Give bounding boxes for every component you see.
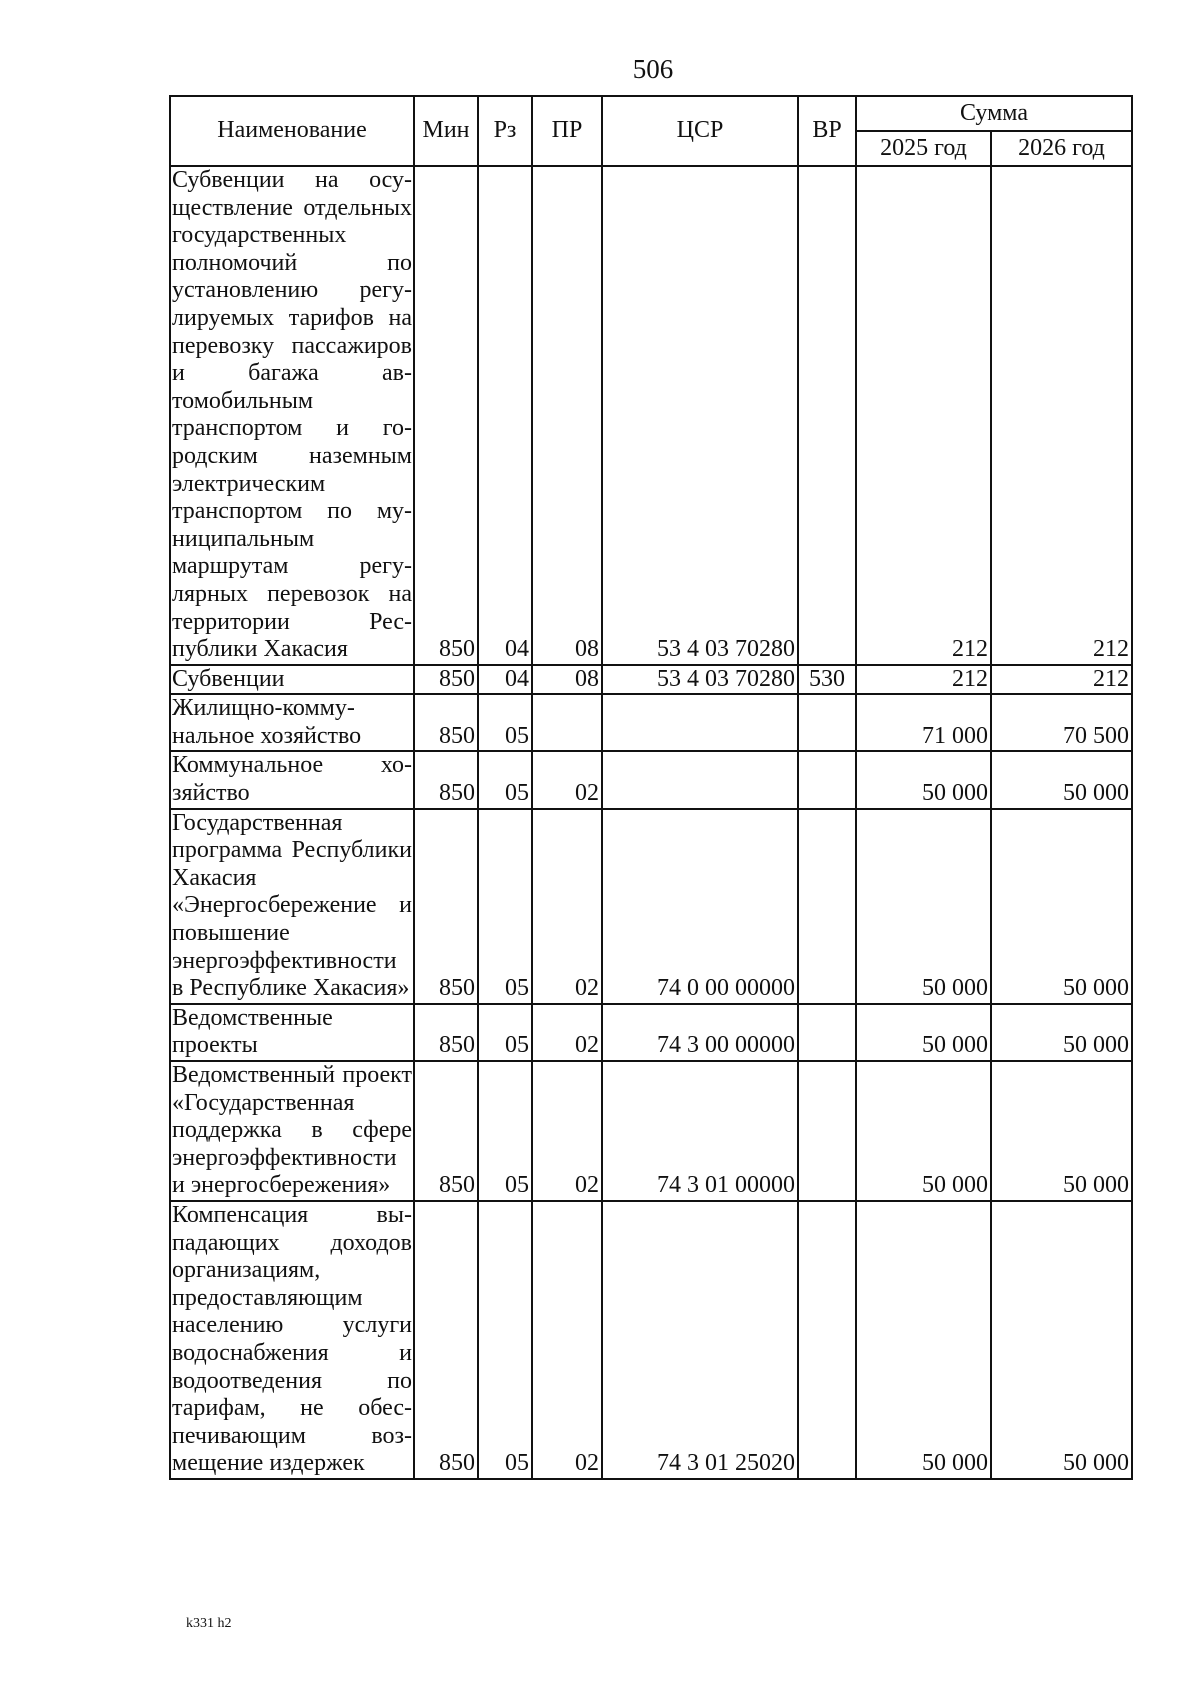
row-pr: 02 xyxy=(532,809,602,1004)
row-pr: 02 xyxy=(532,1061,602,1201)
row-rz: 05 xyxy=(478,1201,532,1479)
row-sum-2026: 70 500 xyxy=(991,694,1132,751)
row-min: 850 xyxy=(414,665,478,695)
header-rz: Рз xyxy=(478,96,532,166)
row-sum-2026: 50 000 xyxy=(991,1004,1132,1061)
row-csr: 74 0 00 00000 xyxy=(602,809,798,1004)
header-vr: ВР xyxy=(798,96,856,166)
row-sum-2025: 212 xyxy=(856,665,991,695)
row-vr: 530 xyxy=(798,665,856,695)
row-rz: 05 xyxy=(478,809,532,1004)
table-row xyxy=(170,694,1132,751)
row-rz: 05 xyxy=(478,751,532,808)
row-sum-2026: 212 xyxy=(991,166,1132,665)
row-sum-2025: 50 000 xyxy=(856,751,991,808)
row-rz: 05 xyxy=(478,694,532,751)
table-row xyxy=(170,751,1132,808)
row-sum-2025: 50 000 xyxy=(856,1201,991,1479)
row-csr: 53 4 03 70280 xyxy=(602,665,798,695)
budget-table xyxy=(169,95,1133,1480)
table-row xyxy=(170,1061,1132,1201)
row-name: Субвенции xyxy=(170,665,414,695)
header-year-2026: 2026 год xyxy=(991,131,1132,166)
row-sum-2025: 50 000 xyxy=(856,1004,991,1061)
header-pr: ПР xyxy=(532,96,602,166)
row-name: Компенсация выпадающих доходов организациям, предоставляющим населению услуги водоснабжения и водоотведения по тарифам, не обеспечивающим возмещение издержек xyxy=(170,1201,414,1479)
header-min: Мин xyxy=(414,96,478,166)
header-csr: ЦСР xyxy=(602,96,798,166)
row-min: 850 xyxy=(414,751,478,808)
row-csr: 74 3 01 00000 xyxy=(602,1061,798,1201)
header-name: Наименование xyxy=(170,96,414,166)
table-body xyxy=(170,166,1132,1479)
row-sum-2025: 212 xyxy=(856,166,991,665)
row-sum-2025: 50 000 xyxy=(856,1061,991,1201)
row-rz: 05 xyxy=(478,1004,532,1061)
row-vr xyxy=(798,809,856,1004)
table-row xyxy=(170,166,1132,665)
row-csr: 53 4 03 70280 xyxy=(602,166,798,665)
row-csr xyxy=(602,694,798,751)
row-vr xyxy=(798,694,856,751)
row-rz: 04 xyxy=(478,665,532,695)
row-sum-2026: 50 000 xyxy=(991,1061,1132,1201)
row-pr: 08 xyxy=(532,166,602,665)
table-row xyxy=(170,1201,1132,1479)
row-csr: 74 3 00 00000 xyxy=(602,1004,798,1061)
table-header xyxy=(170,96,1132,166)
row-name: Ведомственный проект «Государственная поддержка в сфере энергоэффективности и энергосбережения» xyxy=(170,1061,414,1201)
row-min: 850 xyxy=(414,694,478,751)
row-csr xyxy=(602,751,798,808)
row-min: 850 xyxy=(414,1201,478,1479)
row-pr: 02 xyxy=(532,1004,602,1061)
row-pr: 08 xyxy=(532,665,602,695)
row-sum-2026: 212 xyxy=(991,665,1132,695)
row-name: Коммунальное хозяйство xyxy=(170,751,414,808)
row-min: 850 xyxy=(414,1061,478,1201)
row-sum-2026: 50 000 xyxy=(991,809,1132,1004)
row-name: Субвенции на осуществление отдельных государственных полномочий по установлению регулируемых тарифов на перевозку пассажиров и багажа автомобильным транспортом и городским наземным электрическим транспортом по муниципальным маршрутам регулярных перевозок на территории Республики Хакасия xyxy=(170,166,414,665)
row-pr xyxy=(532,694,602,751)
row-sum-2025: 50 000 xyxy=(856,809,991,1004)
row-name: Ведомственные проекты xyxy=(170,1004,414,1061)
row-vr xyxy=(798,1004,856,1061)
header-sum: Сумма xyxy=(856,96,1132,131)
row-name: Жилищно-коммунальное хозяйство xyxy=(170,694,414,751)
row-csr: 74 3 01 25020 xyxy=(602,1201,798,1479)
row-min: 850 xyxy=(414,1004,478,1061)
row-rz: 04 xyxy=(478,166,532,665)
header-year-2025: 2025 год xyxy=(856,131,991,166)
table-row xyxy=(170,665,1132,695)
row-min: 850 xyxy=(414,809,478,1004)
row-vr xyxy=(798,1201,856,1479)
row-pr: 02 xyxy=(532,751,602,808)
row-vr xyxy=(798,1061,856,1201)
page-number: 506 xyxy=(632,54,674,84)
row-min: 850 xyxy=(414,166,478,665)
row-sum-2025: 71 000 xyxy=(856,694,991,751)
row-vr xyxy=(798,751,856,808)
row-vr xyxy=(798,166,856,665)
table-row xyxy=(170,1004,1132,1061)
row-rz: 05 xyxy=(478,1061,532,1201)
row-name: Государственная программа Республики Хакасия «Энергосбережение и повышение энергоэффективности в Республике Хакасия» xyxy=(170,809,414,1004)
row-sum-2026: 50 000 xyxy=(991,1201,1132,1479)
table-row xyxy=(170,809,1132,1004)
row-sum-2026: 50 000 xyxy=(991,751,1132,808)
row-pr: 02 xyxy=(532,1201,602,1479)
footer-code: k331 h2 xyxy=(186,1616,232,1631)
